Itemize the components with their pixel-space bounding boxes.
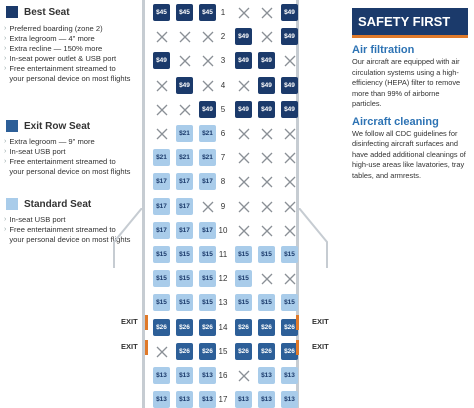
unavailable-x-icon bbox=[155, 103, 169, 117]
seat-1c[interactable]: $45 bbox=[199, 4, 216, 21]
right-wing-outline bbox=[299, 208, 329, 268]
seat-unavailable bbox=[235, 222, 252, 239]
exit-label-right-row-14: EXIT bbox=[312, 317, 329, 326]
row-number: 4 bbox=[220, 81, 226, 90]
chevron-right-icon: › bbox=[4, 138, 7, 145]
seat-unavailable bbox=[153, 343, 170, 360]
unavailable-x-icon bbox=[237, 6, 251, 20]
seat-16f[interactable]: $13 bbox=[281, 367, 298, 384]
seat-unavailable bbox=[153, 125, 170, 142]
seat-17e[interactable]: $13 bbox=[258, 391, 275, 408]
chevron-right-icon: › bbox=[4, 65, 7, 72]
seat-14f[interactable]: $26 bbox=[281, 319, 298, 336]
seat-unavailable bbox=[281, 125, 298, 142]
list-item: › Free entertainment streamed to your personal device on most flights bbox=[4, 157, 131, 176]
seat-11f[interactable]: $15 bbox=[281, 246, 298, 263]
seat-16a[interactable]: $13 bbox=[153, 367, 170, 384]
seat-13b[interactable]: $15 bbox=[176, 294, 193, 311]
chevron-right-icon: › bbox=[4, 216, 7, 223]
seat-17c[interactable]: $13 bbox=[199, 391, 216, 408]
seat-15f[interactable]: $26 bbox=[281, 343, 298, 360]
list-item: › Free entertainment streamed to your personal device on most flights bbox=[4, 225, 131, 244]
seat-8b[interactable]: $17 bbox=[176, 173, 193, 190]
seat-14e[interactable]: $26 bbox=[258, 319, 275, 336]
unavailable-x-icon bbox=[178, 103, 192, 117]
seat-unavailable bbox=[199, 77, 216, 94]
unavailable-x-icon bbox=[201, 79, 215, 93]
seat-5c[interactable]: $49 bbox=[199, 101, 216, 118]
exit-label-left-row-15: EXIT bbox=[121, 342, 138, 351]
seat-unavailable bbox=[281, 198, 298, 215]
unavailable-x-icon bbox=[237, 79, 251, 93]
chevron-right-icon: › bbox=[4, 45, 7, 52]
chevron-right-icon: › bbox=[4, 55, 7, 62]
seat-1b[interactable]: $45 bbox=[176, 4, 193, 21]
seat-unavailable bbox=[281, 173, 298, 190]
seat-2d[interactable]: $49 bbox=[235, 28, 252, 45]
row-number: 15 bbox=[218, 347, 228, 356]
seat-5e[interactable]: $49 bbox=[258, 101, 275, 118]
row-number: 6 bbox=[220, 129, 226, 138]
unavailable-x-icon bbox=[237, 369, 251, 383]
seat-11d[interactable]: $15 bbox=[235, 246, 252, 263]
seat-unavailable bbox=[281, 52, 298, 69]
legend-best-list bbox=[4, 24, 132, 84]
seat-16e[interactable]: $13 bbox=[258, 367, 275, 384]
seat-13e[interactable]: $15 bbox=[258, 294, 275, 311]
seat-unavailable bbox=[281, 270, 298, 287]
unavailable-x-icon bbox=[260, 6, 274, 20]
seat-unavailable bbox=[235, 198, 252, 215]
seat-14d[interactable]: $26 bbox=[235, 319, 252, 336]
exit-marker-right-row-14 bbox=[296, 315, 299, 330]
row-number: 13 bbox=[218, 298, 228, 307]
unavailable-x-icon bbox=[201, 30, 215, 44]
seat-10a[interactable]: $17 bbox=[153, 222, 170, 239]
seat-12d[interactable]: $15 bbox=[235, 270, 252, 287]
unavailable-x-icon bbox=[260, 151, 274, 165]
seat-unavailable bbox=[153, 101, 170, 118]
seat-1f[interactable]: $49 bbox=[281, 4, 298, 21]
chevron-right-icon: › bbox=[4, 148, 7, 155]
seat-3d[interactable]: $49 bbox=[235, 52, 252, 69]
legend-exit-header bbox=[6, 120, 90, 132]
seat-17a[interactable]: $13 bbox=[153, 391, 170, 408]
seat-13d[interactable]: $15 bbox=[235, 294, 252, 311]
list-item: › Extra legroom — 4" more bbox=[4, 34, 95, 43]
exit-marker-left-row-15 bbox=[145, 340, 148, 355]
unavailable-x-icon bbox=[237, 127, 251, 141]
exit-label-right-row-15: EXIT bbox=[312, 342, 329, 351]
row-number: 11 bbox=[218, 250, 228, 259]
row-number: 5 bbox=[220, 105, 226, 114]
seat-7a[interactable]: $21 bbox=[153, 149, 170, 166]
unavailable-x-icon bbox=[178, 54, 192, 68]
aircraft-cleaning-title: Aircraft cleaning bbox=[352, 115, 439, 128]
seat-11b[interactable]: $15 bbox=[176, 246, 193, 263]
seat-17b[interactable]: $13 bbox=[176, 391, 193, 408]
safety-panel bbox=[352, 8, 468, 181]
seat-unavailable bbox=[176, 52, 193, 69]
row-number: 17 bbox=[218, 395, 228, 404]
standard-seat-swatch bbox=[6, 198, 18, 210]
seat-unavailable bbox=[235, 367, 252, 384]
seat-unavailable bbox=[199, 52, 216, 69]
seat-15e[interactable]: $26 bbox=[258, 343, 275, 360]
seat-17d[interactable]: $13 bbox=[235, 391, 252, 408]
unavailable-x-icon bbox=[283, 151, 297, 165]
unavailable-x-icon bbox=[237, 175, 251, 189]
seat-13f[interactable]: $15 bbox=[281, 294, 298, 311]
seat-unavailable bbox=[258, 173, 275, 190]
chevron-right-icon: › bbox=[4, 226, 7, 233]
seat-6c[interactable]: $21 bbox=[199, 125, 216, 142]
row-number: 8 bbox=[220, 177, 226, 186]
safety-heading: SAFETY FIRST bbox=[352, 8, 468, 38]
seat-15b[interactable]: $26 bbox=[176, 343, 193, 360]
air-filtration-title: Air filtration bbox=[352, 44, 415, 56]
seat-unavailable bbox=[199, 28, 216, 45]
seat-12b[interactable]: $15 bbox=[176, 270, 193, 287]
seat-14c[interactable]: $26 bbox=[199, 319, 216, 336]
row-number: 3 bbox=[220, 56, 226, 65]
seat-12c[interactable]: $15 bbox=[199, 270, 216, 287]
chevron-right-icon: › bbox=[4, 25, 7, 32]
seat-2f[interactable]: $49 bbox=[281, 28, 298, 45]
list-item: › Preferred boarding (zone 2) bbox=[4, 24, 103, 33]
exit-seat-swatch bbox=[6, 120, 18, 132]
seat-7b[interactable]: $21 bbox=[176, 149, 193, 166]
unavailable-x-icon bbox=[155, 345, 169, 359]
exit-marker-right-row-15 bbox=[296, 340, 299, 355]
row-number: 16 bbox=[218, 371, 228, 380]
seat-11a[interactable]: $15 bbox=[153, 246, 170, 263]
legend-exit-title: Exit Row Seat bbox=[24, 120, 91, 132]
seat-11e[interactable]: $15 bbox=[258, 246, 275, 263]
row-number: 2 bbox=[220, 32, 226, 41]
unavailable-x-icon bbox=[283, 224, 297, 238]
unavailable-x-icon bbox=[155, 127, 169, 141]
seat-9b[interactable]: $17 bbox=[176, 198, 193, 215]
seat-17f[interactable]: $13 bbox=[281, 391, 298, 408]
seat-5d[interactable]: $49 bbox=[235, 101, 252, 118]
seat-unavailable bbox=[258, 270, 275, 287]
seat-unavailable bbox=[258, 28, 275, 45]
seat-unavailable bbox=[235, 77, 252, 94]
unavailable-x-icon bbox=[283, 200, 297, 214]
list-item: › Free entertainment streamed to your personal device on most flights bbox=[4, 64, 131, 83]
unavailable-x-icon bbox=[260, 200, 274, 214]
unavailable-x-icon bbox=[178, 30, 192, 44]
seat-unavailable bbox=[235, 125, 252, 142]
unavailable-x-icon bbox=[260, 224, 274, 238]
left-wing-outline bbox=[112, 208, 142, 268]
seat-4f[interactable]: $49 bbox=[281, 77, 298, 94]
seat-14b[interactable]: $26 bbox=[176, 319, 193, 336]
seat-unavailable bbox=[281, 222, 298, 239]
row-number: 10 bbox=[218, 226, 228, 235]
seat-16b[interactable]: $13 bbox=[176, 367, 193, 384]
seat-unavailable bbox=[235, 173, 252, 190]
legend-exit-list bbox=[4, 137, 132, 177]
seat-unavailable bbox=[235, 149, 252, 166]
row-number: 14 bbox=[218, 323, 228, 332]
seat-unavailable bbox=[153, 77, 170, 94]
list-item: › Extra legroom — 9" more bbox=[4, 137, 95, 146]
legend-best-title: Best Seat bbox=[24, 6, 70, 18]
seat-1a[interactable]: $45 bbox=[153, 4, 170, 21]
best-seat-swatch bbox=[6, 6, 18, 18]
aircraft-cleaning-body: We follow all CDC guidelines for disinfecting aircraft surfaces and have added additional cleanings of high-use areas like lavatories, tray tables, and armrests. bbox=[352, 128, 466, 180]
seat-6b[interactable]: $21 bbox=[176, 125, 193, 142]
seat-5f[interactable]: $49 bbox=[281, 101, 298, 118]
legend-standard-title: Standard Seat bbox=[24, 198, 92, 210]
seat-unavailable bbox=[258, 149, 275, 166]
seat-unavailable bbox=[199, 198, 216, 215]
seat-9a[interactable]: $17 bbox=[153, 198, 170, 215]
row-number: 7 bbox=[220, 153, 226, 162]
seat-15c[interactable]: $26 bbox=[199, 343, 216, 360]
unavailable-x-icon bbox=[201, 54, 215, 68]
seat-4e[interactable]: $49 bbox=[258, 77, 275, 94]
row-number: 1 bbox=[220, 8, 226, 17]
seat-unavailable bbox=[176, 101, 193, 118]
unavailable-x-icon bbox=[237, 151, 251, 165]
seat-8a[interactable]: $17 bbox=[153, 173, 170, 190]
seat-13c[interactable]: $15 bbox=[199, 294, 216, 311]
seat-7c[interactable]: $21 bbox=[199, 149, 216, 166]
seat-12a[interactable]: $15 bbox=[153, 270, 170, 287]
seat-unavailable bbox=[281, 149, 298, 166]
seat-11c[interactable]: $15 bbox=[199, 246, 216, 263]
seat-3a[interactable]: $49 bbox=[153, 52, 170, 69]
unavailable-x-icon bbox=[260, 272, 274, 286]
row-number: 9 bbox=[220, 202, 226, 211]
seat-unavailable bbox=[235, 4, 252, 21]
seat-16c[interactable]: $13 bbox=[199, 367, 216, 384]
list-item: › In-seat USB port bbox=[4, 215, 66, 224]
unavailable-x-icon bbox=[283, 127, 297, 141]
seat-13a[interactable]: $15 bbox=[153, 294, 170, 311]
unavailable-x-icon bbox=[283, 175, 297, 189]
unavailable-x-icon bbox=[260, 30, 274, 44]
seat-unavailable bbox=[153, 28, 170, 45]
seat-unavailable bbox=[176, 28, 193, 45]
seat-10c[interactable]: $17 bbox=[199, 222, 216, 239]
unavailable-x-icon bbox=[260, 127, 274, 141]
list-item: › In-seat USB port bbox=[4, 147, 66, 156]
exit-label-left-row-14: EXIT bbox=[121, 317, 138, 326]
seat-10b[interactable]: $17 bbox=[176, 222, 193, 239]
unavailable-x-icon bbox=[155, 79, 169, 93]
seat-unavailable bbox=[258, 198, 275, 215]
unavailable-x-icon bbox=[283, 54, 297, 68]
seat-3e[interactable]: $49 bbox=[258, 52, 275, 69]
unavailable-x-icon bbox=[237, 200, 251, 214]
chevron-right-icon: › bbox=[4, 35, 7, 42]
exit-marker-left-row-14 bbox=[145, 315, 148, 330]
seat-15d[interactable]: $26 bbox=[235, 343, 252, 360]
seat-14a[interactable]: $26 bbox=[153, 319, 170, 336]
list-item: › Extra recline — 150% more bbox=[4, 44, 103, 53]
air-filtration-body: Our aircraft are equipped with air circulation systems using a high-efficiency (HEPA) filter to remove more than 99% of airborne particles. bbox=[352, 57, 461, 108]
unavailable-x-icon bbox=[260, 175, 274, 189]
seat-unavailable bbox=[258, 125, 275, 142]
list-item: › In-seat power outlet & USB port bbox=[4, 54, 117, 63]
unavailable-x-icon bbox=[155, 30, 169, 44]
row-number: 12 bbox=[218, 274, 228, 283]
chevron-right-icon: › bbox=[4, 158, 7, 165]
unavailable-x-icon bbox=[283, 272, 297, 286]
seat-unavailable bbox=[258, 222, 275, 239]
seat-8c[interactable]: $17 bbox=[199, 173, 216, 190]
legend-standard-header bbox=[6, 198, 91, 210]
unavailable-x-icon bbox=[201, 200, 215, 214]
unavailable-x-icon bbox=[237, 224, 251, 238]
seat-unavailable bbox=[258, 4, 275, 21]
legend-best-header bbox=[6, 6, 70, 18]
seat-4b[interactable]: $49 bbox=[176, 77, 193, 94]
